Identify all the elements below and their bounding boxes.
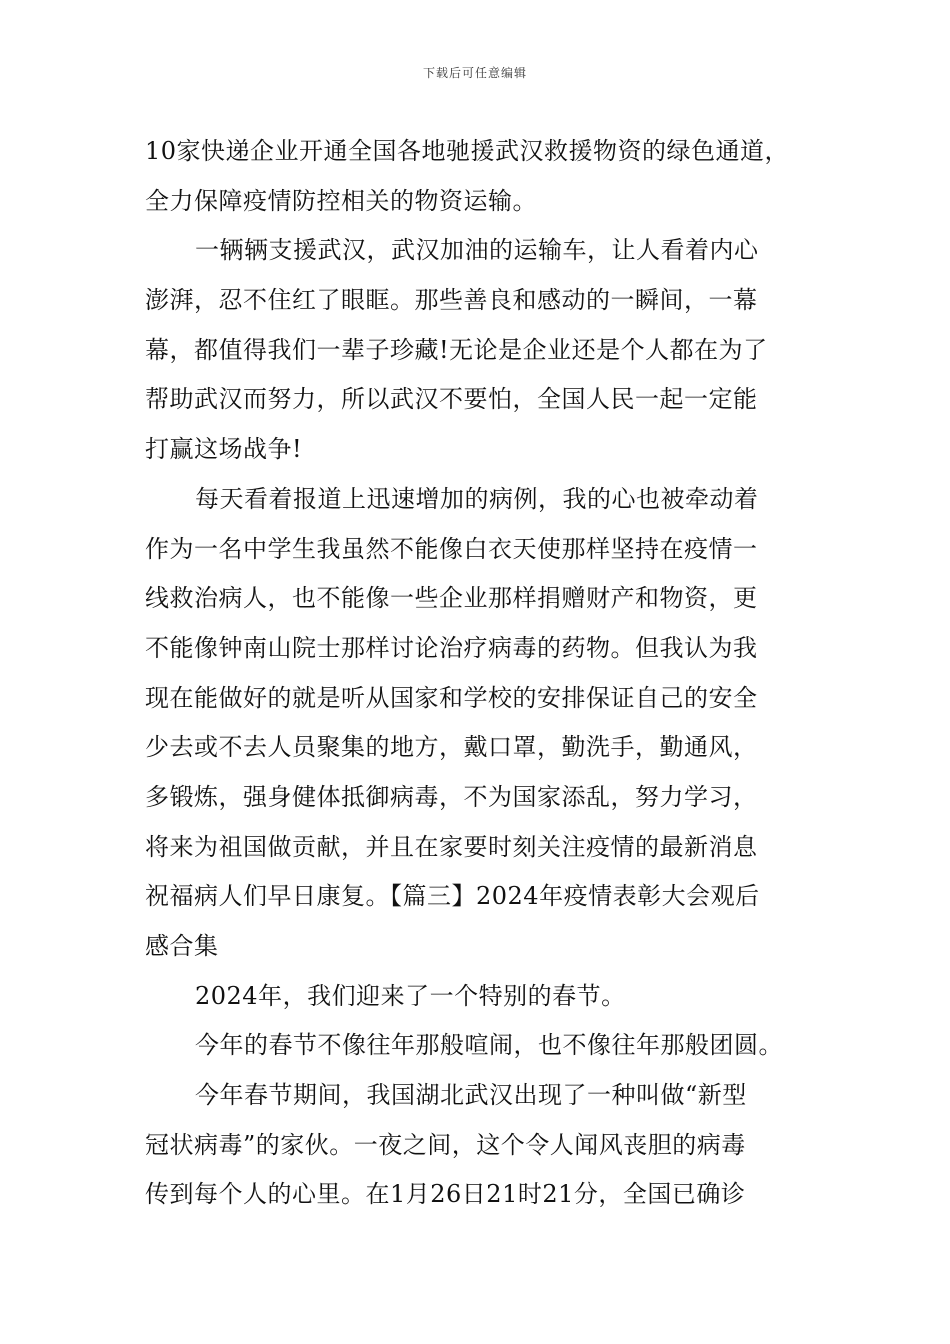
text-line: 不能像钟南山院士那样讨论治疗病毒的药物。但我认为我 — [145, 633, 758, 662]
text-line: 10家快递企业开通全国各地驰援武汉救援物资的绿色通道， — [145, 137, 790, 165]
text-line: 线救治病人，也不能像一些企业那样捐赠财产和物资，更 — [145, 584, 758, 613]
text-line: 传到每个人的心里。在1月26日21时21分，全国已确诊 — [145, 1180, 746, 1209]
text-line: 作为一名中学生我虽然不能像白衣天使那样坚持在疫情一 — [145, 534, 758, 563]
text-line: 感合集 — [145, 932, 219, 960]
page-header: 下载后可任意编辑 — [422, 66, 527, 80]
text-line: 少去或不去人员聚集的地方，戴口罩，勤洗手，勤通风， — [145, 733, 758, 762]
text-line: 冠状病毒”的家伙。一夜之间，这个令人闻风丧胆的病毒 — [145, 1130, 746, 1159]
text-line: 现在能做好的就是听从国家和学校的安排保证自己的安全 — [145, 683, 758, 712]
text-line: 帮助武汉而努力，所以武汉不要怕，全国人民一起一定能 — [145, 385, 758, 414]
text-line: 祝福病人们早日康复。【篇三】2024年疫情表彰大会观后 — [145, 882, 760, 911]
text-line: 每天看着报道上迅速增加的病例，我的心也被牵动着 — [195, 484, 759, 513]
text-line: 一辆辆支援武汉，武汉加油的运输车，让人看着内心 — [195, 236, 759, 265]
document-body — [145, 127, 810, 1220]
text-line: 多锻炼，强身健体抵御病毒，不为国家添乱，努力学习， — [145, 782, 758, 811]
text-line: 打赢这场战争! — [145, 435, 303, 464]
text-line: 今年春节期间，我国湖北武汉出现了一种叫做“新型 — [195, 1081, 747, 1110]
text-line: 2024年，我们迎来了一个特别的春节。 — [195, 981, 626, 1010]
text-line: 今年的春节不像往年那般喧闹，也不像往年那般团圆。 — [195, 1031, 783, 1060]
text-line: 全力保障疫情防控相关的物资运输。 — [145, 186, 537, 215]
text-line: 澎湃，忍不住红了眼眶。那些善良和感动的一瞬间，一幕 — [145, 286, 758, 315]
text-line: 将来为祖国做贡献，并且在家要时刻关注疫情的最新消息 — [145, 832, 758, 861]
text-line: 幕，都值得我们一辈子珍藏!无论是企业还是个人都在为了 — [145, 335, 768, 364]
